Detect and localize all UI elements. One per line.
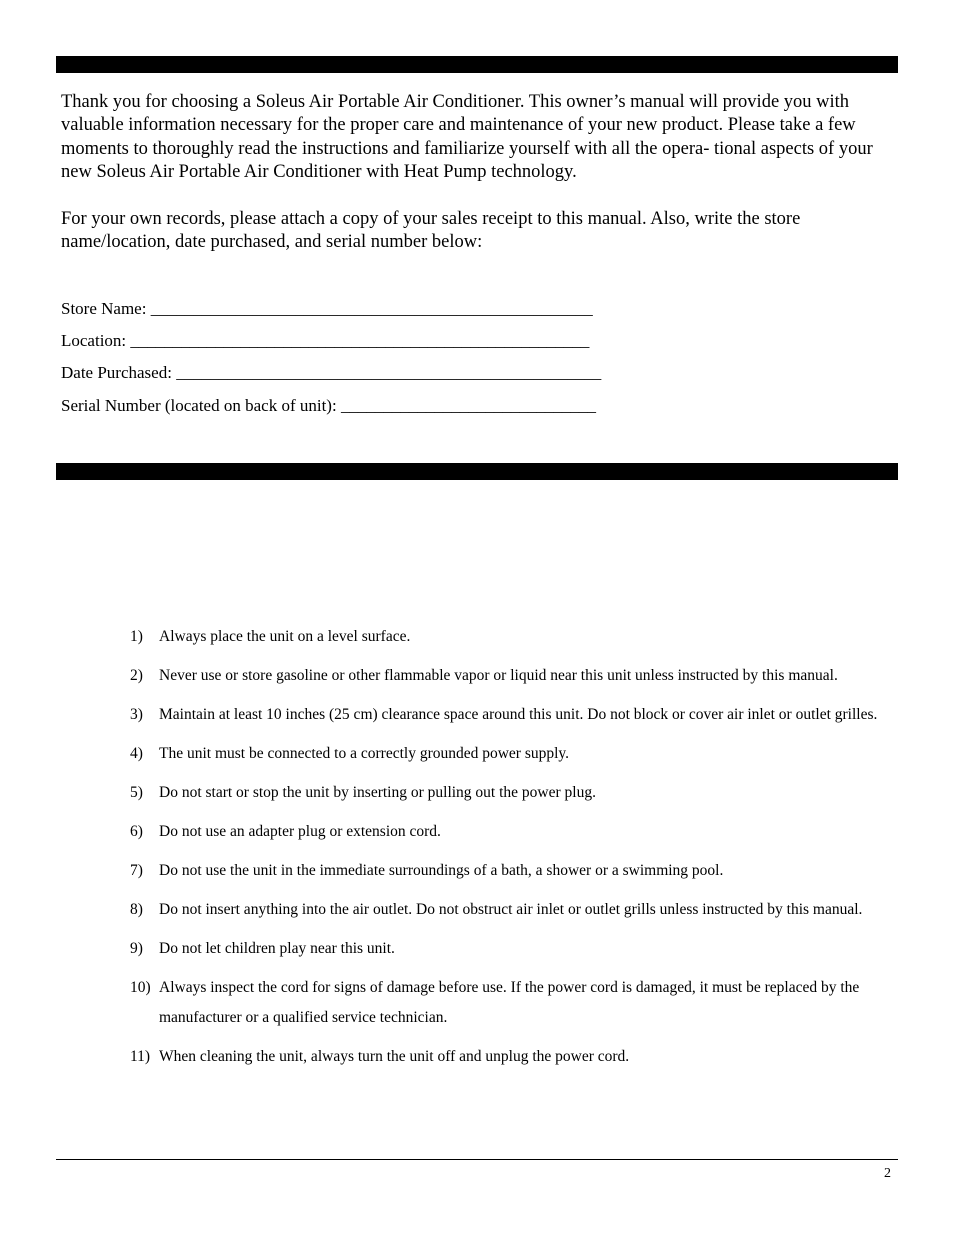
list-item-number: 10) (130, 979, 151, 996)
list-item (130, 661, 895, 691)
list-item-text: Always inspect the cord for signs of damage before use. If the power cord is damaged, it must be replaced by the manufacturer or a qualified service technician. (159, 979, 860, 1026)
location-label: Location: (61, 331, 131, 350)
footer-divider (56, 1159, 898, 1160)
list-item-number: 5) (130, 784, 143, 801)
list-item (130, 817, 895, 847)
list-item-text: Do not use an adapter plug or extension cord. (159, 823, 441, 840)
list-item-text: Never use or store gasoline or other flammable vapor or liquid near this unit unless instructed by this manual. (159, 667, 838, 684)
list-item-number: 3) (130, 706, 143, 723)
list-item (130, 700, 895, 730)
list-item-text: Do not start or stop the unit by inserting or pulling out the power plug. (159, 784, 596, 801)
date-purchased-field (61, 363, 601, 383)
list-item (130, 973, 895, 1032)
serial-number-blank-line: ______________________________ (340, 396, 596, 415)
list-item-number: 7) (130, 862, 143, 879)
intro-paragraph: Thank you for choosing a Soleus Air Portable Air Conditioner. This owner’s manual will provide you with valuable information necessary for the proper care and maintenance of your new product. Please take a few moments to thoroughly read the instructions and familiarize yourself with all the opera- tional aspects of your new Soleus Air Portable Air Conditioner with Heat Pump technology. (61, 92, 873, 183)
safety-instructions-list (130, 622, 895, 1081)
list-item (130, 934, 895, 964)
list-item-number: 8) (130, 901, 143, 918)
list-item-number: 11) (130, 1047, 151, 1065)
list-item-text: Do not insert anything into the air outlet. Do not obstruct air inlet or outlet grills unless instructed by this manual. (159, 901, 863, 918)
store-name-label: Store Name: (61, 299, 151, 318)
list-item-number: 9) (130, 940, 143, 957)
store-name-field (61, 299, 593, 319)
receipt-instructions-paragraph: For your own records, please attach a copy of your sales receipt to this manual. Also, write the store name/location, date purchased, and serial number below: (61, 209, 801, 253)
list-item-text: Always place the unit on a level surface. (159, 628, 411, 645)
date-purchased-blank-line: __________________________________________________ (176, 363, 602, 382)
section-header-bar-top (56, 56, 898, 73)
list-item (130, 622, 895, 652)
serial-number-field (61, 396, 596, 416)
list-item-text: The unit must be connected to a correctly grounded power supply. (159, 745, 570, 762)
list-item-text: Maintain at least 10 inches (25 cm) clearance space around this unit. Do not block or cover air inlet or outlet grilles. (159, 706, 878, 723)
serial-number-label: Serial Number (located on back of unit): (61, 396, 341, 415)
list-item-number: 6) (130, 823, 143, 840)
store-name-blank-line: ____________________________________________________ (150, 299, 593, 318)
list-item (130, 895, 895, 925)
list-item-number: 2) (130, 667, 143, 684)
location-field (61, 331, 589, 351)
page-number: 2 (884, 1166, 891, 1181)
list-item (130, 778, 895, 808)
list-item (130, 1042, 895, 1072)
list-item-number: 1) (130, 628, 143, 645)
list-item (130, 856, 895, 886)
list-item-text: Do not use the unit in the immediate surroundings of a bath, a shower or a swimming pool. (159, 862, 724, 879)
list-item-text: Do not let children play near this unit. (159, 940, 395, 957)
date-purchased-label: Date Purchased: (61, 363, 177, 382)
list-item-number: 4) (130, 745, 143, 762)
list-item-text: When cleaning the unit, always turn the unit off and unplug the power cord. (159, 1047, 630, 1065)
location-blank-line: ______________________________________________________ (130, 331, 590, 350)
section-header-bar-safety (56, 463, 898, 480)
list-item (130, 739, 895, 769)
